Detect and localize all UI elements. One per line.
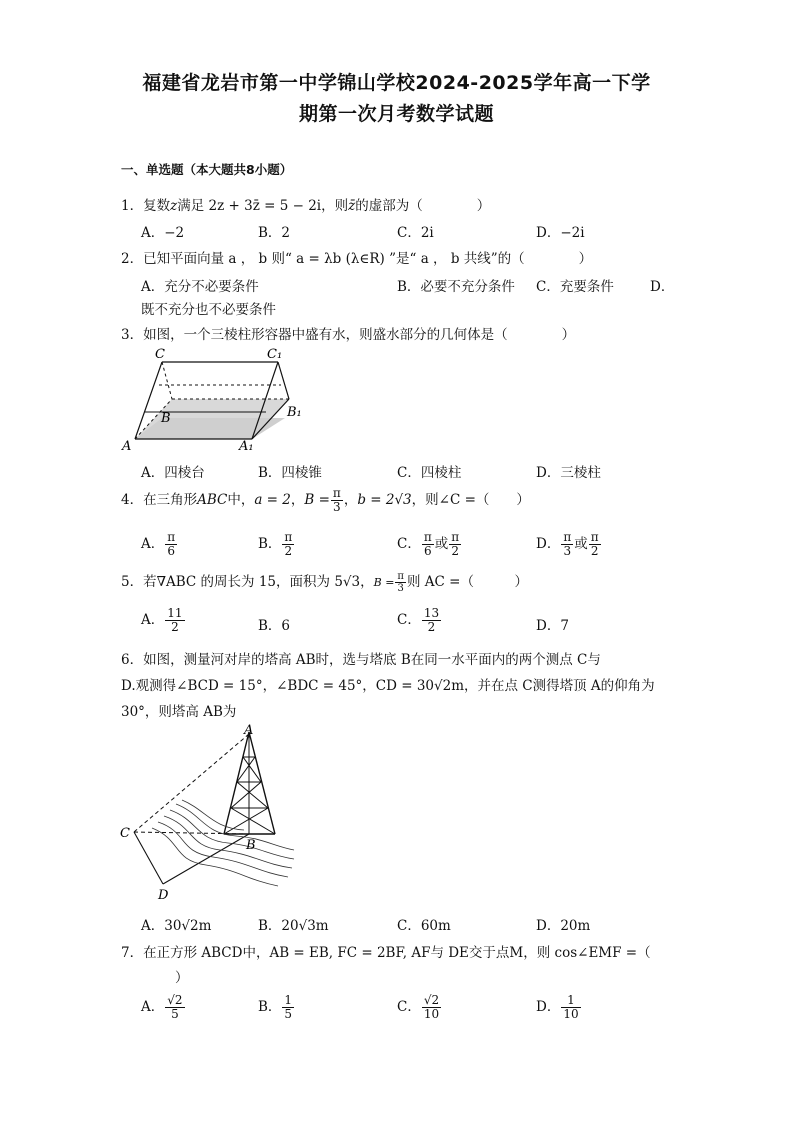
q4-cond-b: B = [304,492,330,508]
label-c1: C₁ [267,347,283,362]
q1-option-d: D．−2i [536,225,585,241]
question-6-line2: D.观测得∠BCD = 15°，∠BDC = 45°，CD = 30√2m，并在点 C测得塔顶 A的仰角为 [121,678,655,694]
q5-option-d: D．7 [536,618,569,634]
q7-option-b: B． $\frac{1}{5}$ [258,993,293,1021]
q1-stem-c: ，则 [321,198,349,214]
question-4-stem: 4．在三角形ABC中，a = 2，B = $\frac{\pi}{3}$ ，b = 2√3，则∠C =（ ） [121,486,530,514]
q3-option-d: D．三棱柱 [536,465,601,481]
section-heading: 一、单选题（本大题共8小题） [121,162,293,177]
q4-fraction-b: $\frac{\pi}{3}$ [332,486,341,514]
q2-option-c: C．充要条件 [536,279,614,295]
q2-option-d-text: 既不充分也不必要条件 [141,302,276,318]
q1-equation: 2z + 3z̄ = 5 − 2i [208,198,322,214]
q1-stem-d: 的虚部为（ ） [355,198,491,214]
q4-option-b: B． $\frac{\pi}{2}$ [258,530,293,558]
q6-option-c: C．60m [397,918,451,934]
question-1-stem [121,194,490,214]
tower-label-b: B [246,838,256,853]
label-c: C [155,347,165,362]
question-3-stem: 3．如图，一个三棱柱形容器中盛有水，则盛水部分的几何体是（ ） [121,327,576,343]
q1-option-c: C．2i [397,225,434,241]
q3-option-a: A．四棱台 [141,465,205,481]
q1-option-b: B．2 [258,225,291,241]
q6-option-a: A．30√2m [141,918,212,934]
q1-option-a: A．−2 [141,225,185,241]
question-5-stem: 5．若∇ABC 的周长为 15，面积为 5√3，B = $\frac{\pi}{3}$ 则 AC =（ ） [121,571,528,594]
q3-option-b: B．四棱锥 [258,465,322,481]
prism-figure [115,342,310,457]
q2-option-a: A．充分不必要条件 [141,279,259,295]
q7-option-a: A． $\frac{√2}{5}$ [141,993,183,1021]
q4-option-a: A． $\frac{\pi}{6}$ [141,530,176,558]
tower-label-c: C [120,826,130,841]
label-a1: A₁ [239,439,254,454]
q1-stem-b: 满足 [177,198,205,214]
q6-option-d: D．20m [536,918,591,934]
question-6-line1: 6．如图，测量河对岸的塔高 AB时，选与塔底 B在同一水平面内的两个测点 C与 [121,652,601,668]
tower-label-a: A [244,723,254,738]
q4-cond-a: a = 2 [254,492,291,508]
q2-option-b: B．必要不充分条件 [397,279,515,295]
q6-option-b: B．20√3m [258,918,329,934]
question-6-line3: 30°，则塔高 AB为 [121,704,237,720]
question-7-line1: 7．在正方形 ABCD中，AB = EB, FC = 2BF, AF与 DE交于点M，则 cos∠EMF =（ [121,945,651,961]
question-2-stem: 2．已知平面向量 a ， b 则“ a = λb (λ∈R) ”是“ a ， b 共线”的（ ） [121,251,593,267]
q4-stem-a: 4．在三角形 [121,492,198,508]
question-7-line2: ） [175,970,189,986]
page-title-line1: 福建省龙岩市第一中学锦山学校2024-2025学年高一下学 [142,72,651,94]
tower-figure [118,722,298,907]
q4-abc: ABC [197,492,228,508]
page-title-line2: 期第一次月考数学试题 [298,103,494,125]
q3-option-c: C．四棱柱 [397,465,462,481]
q5-option-c: C． $\frac{13}{2}$ [397,606,440,634]
tower-label-d: D [158,888,169,903]
q1-stem-a: 1．复数 [121,198,171,214]
q2-option-d: D． [650,279,675,295]
q4-stem-b: 中， [227,492,255,508]
label-b1: B₁ [287,405,302,420]
label-b: B [161,411,171,426]
q4-stem-c: ，则∠C =（ ） [411,492,530,508]
label-a: A [122,439,132,454]
q4-option-d: D． $\frac{\pi}{3}$ 或 $\frac{\pi}{2}$ [536,530,599,558]
q7-option-c: C． $\frac{√2}{10}$ [397,993,440,1021]
q7-option-d: D． $\frac{1}{10}$ [536,993,579,1021]
q1-var-z: z [170,198,178,214]
q4-cond-c: b = 2√3 [357,492,412,508]
q1-zbar: z̄ [348,198,356,214]
q5-option-b: B．6 [258,618,291,634]
q5-option-a: A． $\frac{11}{2}$ [141,606,183,634]
q4-option-c: C． $\frac{\pi}{6}$ 或 $\frac{\pi}{2}$ [397,530,460,558]
